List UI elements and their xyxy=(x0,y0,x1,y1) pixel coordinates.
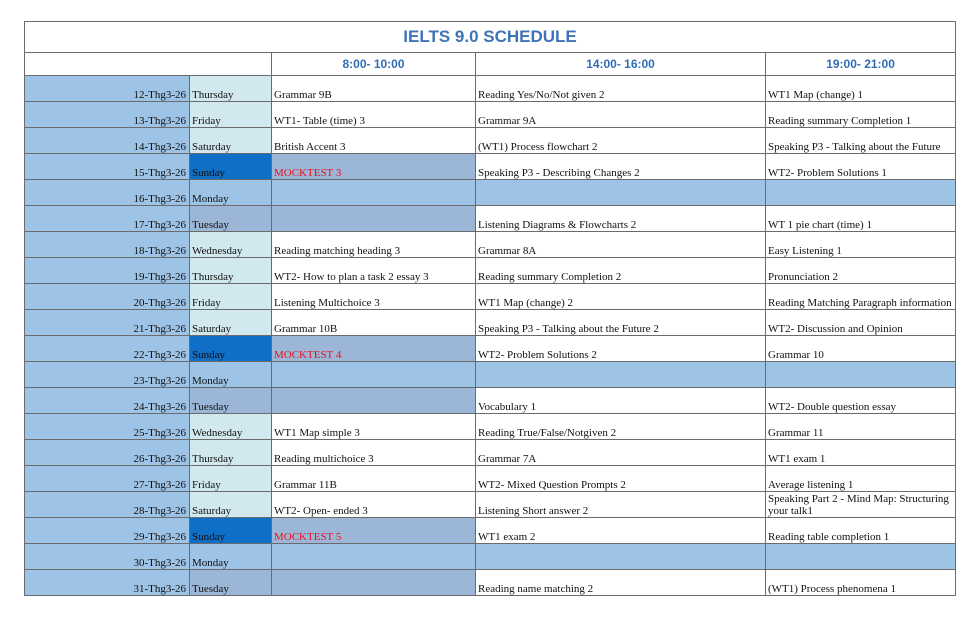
day-cell: Friday xyxy=(190,284,272,310)
date-cell: 31-Thg3-26 xyxy=(25,570,190,596)
day-cell: Monday xyxy=(190,180,272,206)
day-cell: Tuesday xyxy=(190,206,272,232)
afternoon-slot: Speaking P3 - Describing Changes 2 xyxy=(476,154,766,180)
evening-slot xyxy=(766,362,956,388)
date-cell: 13-Thg3-26 xyxy=(25,102,190,128)
date-cell: 26-Thg3-26 xyxy=(25,440,190,466)
afternoon-slot: (WT1) Process flowchart 2 xyxy=(476,128,766,154)
morning-slot: British Accent 3 xyxy=(272,128,476,154)
morning-slot: MOCKTEST 4 xyxy=(272,336,476,362)
day-cell: Thursday xyxy=(190,258,272,284)
day-cell: Thursday xyxy=(190,440,272,466)
afternoon-slot: Grammar 9A xyxy=(476,102,766,128)
day-cell: Sunday xyxy=(190,336,272,362)
morning-slot: WT1- Table (time) 3 xyxy=(272,102,476,128)
table-row xyxy=(25,544,956,570)
date-cell: 30-Thg3-26 xyxy=(25,544,190,570)
date-cell: 22-Thg3-26 xyxy=(25,336,190,362)
afternoon-slot: WT2- Mixed Question Prompts 2 xyxy=(476,466,766,492)
evening-slot: Speaking P3 - Talking about the Future xyxy=(766,128,956,154)
day-cell: Wednesday xyxy=(190,414,272,440)
day-cell: Friday xyxy=(190,466,272,492)
day-cell: Wednesday xyxy=(190,232,272,258)
morning-slot: Grammar 9B xyxy=(272,76,476,102)
day-cell: Saturday xyxy=(190,128,272,154)
evening-slot: WT2- Discussion and Opinion xyxy=(766,310,956,336)
date-cell: 20-Thg3-26 xyxy=(25,284,190,310)
table-row xyxy=(25,362,956,388)
day-cell: Sunday xyxy=(190,154,272,180)
header-morning: 8:00- 10:00 xyxy=(272,53,476,76)
afternoon-slot: Reading True/False/Notgiven 2 xyxy=(476,414,766,440)
date-cell: 16-Thg3-26 xyxy=(25,180,190,206)
header-blank xyxy=(25,53,272,76)
day-cell: Sunday xyxy=(190,518,272,544)
date-cell: 23-Thg3-26 xyxy=(25,362,190,388)
afternoon-slot xyxy=(476,362,766,388)
date-cell: 19-Thg3-26 xyxy=(25,258,190,284)
table-row xyxy=(25,466,956,492)
date-cell: 29-Thg3-26 xyxy=(25,518,190,544)
morning-slot xyxy=(272,544,476,570)
evening-slot xyxy=(766,544,956,570)
evening-slot: Grammar 10 xyxy=(766,336,956,362)
afternoon-slot: WT1 Map (change) 2 xyxy=(476,284,766,310)
date-cell: 21-Thg3-26 xyxy=(25,310,190,336)
day-cell: Monday xyxy=(190,544,272,570)
table-row xyxy=(25,388,956,414)
date-cell: 24-Thg3-26 xyxy=(25,388,190,414)
afternoon-slot: Listening Diagrams & Flowcharts 2 xyxy=(476,206,766,232)
morning-slot: WT1 Map simple 3 xyxy=(272,414,476,440)
date-cell: 12-Thg3-26 xyxy=(25,76,190,102)
morning-slot: MOCKTEST 3 xyxy=(272,154,476,180)
table-row xyxy=(25,206,956,232)
day-cell: Friday xyxy=(190,102,272,128)
date-cell: 18-Thg3-26 xyxy=(25,232,190,258)
page-title: IELTS 9.0 SCHEDULE xyxy=(25,22,956,53)
morning-slot: MOCKTEST 5 xyxy=(272,518,476,544)
evening-slot: WT 1 pie chart (time) 1 xyxy=(766,206,956,232)
table-row xyxy=(25,258,956,284)
table-row xyxy=(25,102,956,128)
table-row xyxy=(25,570,956,596)
evening-slot: Reading Matching Paragraph information xyxy=(766,284,956,310)
evening-slot: WT2- Problem Solutions 1 xyxy=(766,154,956,180)
afternoon-slot xyxy=(476,544,766,570)
schedule-table xyxy=(24,21,956,596)
morning-slot: Reading matching heading 3 xyxy=(272,232,476,258)
afternoon-slot: Grammar 8A xyxy=(476,232,766,258)
afternoon-slot: Vocabulary 1 xyxy=(476,388,766,414)
afternoon-slot: WT1 exam 2 xyxy=(476,518,766,544)
table-row xyxy=(25,232,956,258)
evening-slot: Reading table completion 1 xyxy=(766,518,956,544)
date-cell: 15-Thg3-26 xyxy=(25,154,190,180)
table-row xyxy=(25,76,956,102)
table-row xyxy=(25,518,956,544)
evening-slot: Pronunciation 2 xyxy=(766,258,956,284)
morning-slot: WT2- Open- ended 3 xyxy=(272,492,476,518)
evening-slot: Grammar 11 xyxy=(766,414,956,440)
date-cell: 25-Thg3-26 xyxy=(25,414,190,440)
day-cell: Saturday xyxy=(190,492,272,518)
day-cell: Tuesday xyxy=(190,388,272,414)
date-cell: 27-Thg3-26 xyxy=(25,466,190,492)
afternoon-slot xyxy=(476,180,766,206)
morning-slot: Listening Multichoice 3 xyxy=(272,284,476,310)
table-row xyxy=(25,440,956,466)
evening-slot: WT1 exam 1 xyxy=(766,440,956,466)
header-afternoon: 14:00- 16:00 xyxy=(476,53,766,76)
afternoon-slot: Grammar 7A xyxy=(476,440,766,466)
table-row xyxy=(25,492,956,518)
evening-slot: Speaking Part 2 - Mind Map: Structuring your talk1 xyxy=(766,492,956,518)
table-row xyxy=(25,284,956,310)
day-cell: Thursday xyxy=(190,76,272,102)
evening-slot: Reading summary Completion 1 xyxy=(766,102,956,128)
table-row xyxy=(25,180,956,206)
afternoon-slot: WT2- Problem Solutions 2 xyxy=(476,336,766,362)
table-row xyxy=(25,128,956,154)
evening-slot: Average listening 1 xyxy=(766,466,956,492)
morning-slot xyxy=(272,362,476,388)
afternoon-slot: Reading Yes/No/Not given 2 xyxy=(476,76,766,102)
afternoon-slot: Reading summary Completion 2 xyxy=(476,258,766,284)
morning-slot xyxy=(272,388,476,414)
day-cell: Tuesday xyxy=(190,570,272,596)
afternoon-slot: Speaking P3 - Talking about the Future 2 xyxy=(476,310,766,336)
evening-slot: WT2- Double question essay xyxy=(766,388,956,414)
evening-slot xyxy=(766,180,956,206)
afternoon-slot: Listening Short answer 2 xyxy=(476,492,766,518)
date-cell: 17-Thg3-26 xyxy=(25,206,190,232)
evening-slot: Easy Listening 1 xyxy=(766,232,956,258)
morning-slot xyxy=(272,206,476,232)
table-row xyxy=(25,414,956,440)
morning-slot: Grammar 10B xyxy=(272,310,476,336)
date-cell: 28-Thg3-26 xyxy=(25,492,190,518)
evening-slot: WT1 Map (change) 1 xyxy=(766,76,956,102)
morning-slot: Grammar 11B xyxy=(272,466,476,492)
table-row xyxy=(25,154,956,180)
morning-slot: Reading multichoice 3 xyxy=(272,440,476,466)
table-row xyxy=(25,336,956,362)
evening-slot: (WT1) Process phenomena 1 xyxy=(766,570,956,596)
afternoon-slot: Reading name matching 2 xyxy=(476,570,766,596)
morning-slot: WT2- How to plan a task 2 essay 3 xyxy=(272,258,476,284)
morning-slot xyxy=(272,570,476,596)
table-row xyxy=(25,310,956,336)
day-cell: Monday xyxy=(190,362,272,388)
date-cell: 14-Thg3-26 xyxy=(25,128,190,154)
header-evening: 19:00- 21:00 xyxy=(766,53,956,76)
morning-slot xyxy=(272,180,476,206)
day-cell: Saturday xyxy=(190,310,272,336)
